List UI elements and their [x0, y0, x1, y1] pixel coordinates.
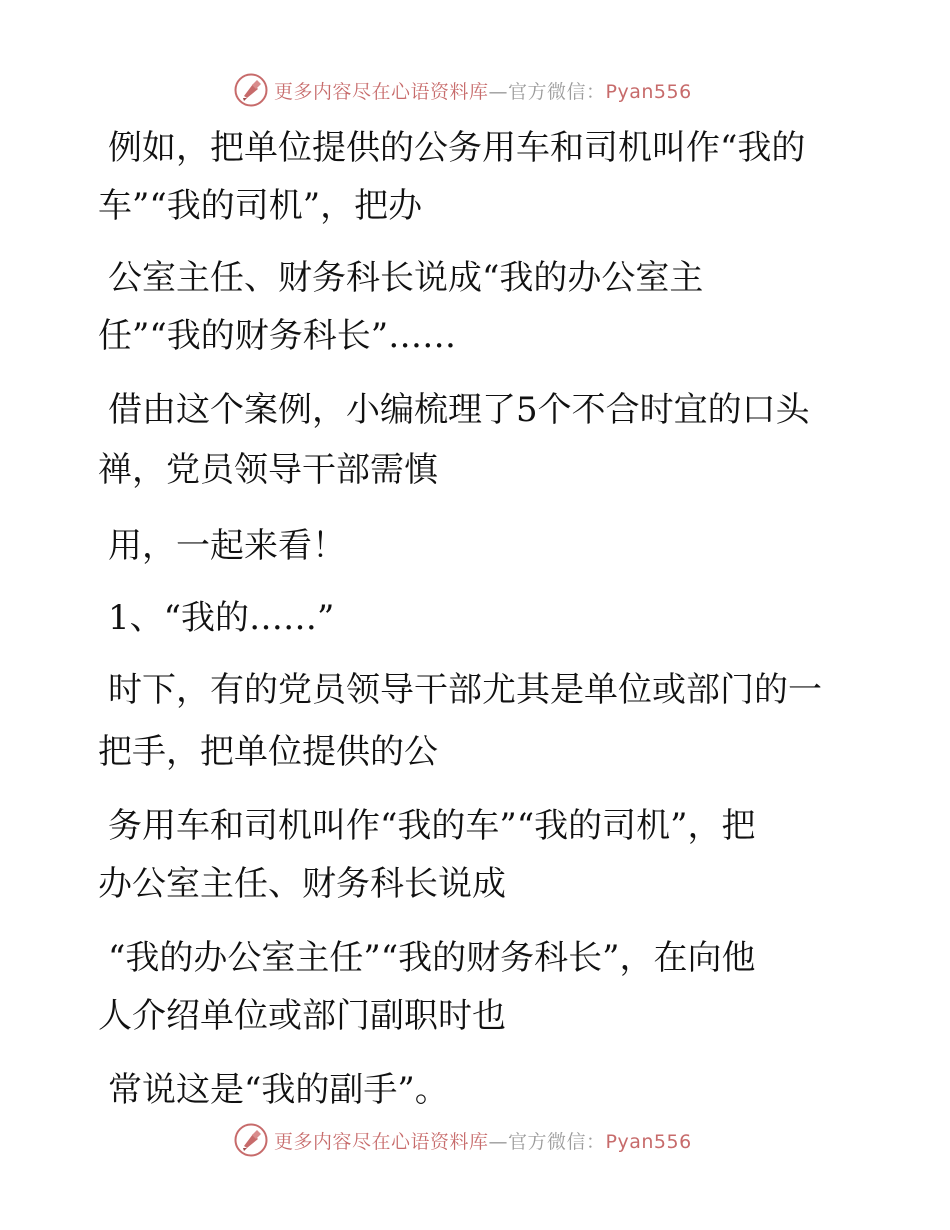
watermark-text: 更多内容尽在心语资料库—官方微信：Pyan556	[274, 80, 692, 103]
document-line-11: 务用车和司机叫作“我的车”“我的司机”，把	[108, 806, 756, 846]
document-line-5: 借由这个案例，小编梳理了5个不合时宜的口头	[108, 390, 810, 430]
document-line-9: 时下，有的党员领导干部尤其是单位或部门的一	[108, 670, 822, 710]
document-line-3: 公室主任、财务科长说成“我的办公室主	[108, 258, 704, 298]
document-line-14: 人介绍单位或部门副职时也	[98, 996, 506, 1036]
document-line-15: 常说这是“我的副手”。	[108, 1070, 449, 1110]
watermark-text: 更多内容尽在心语资料库—官方微信：Pyan556	[274, 1130, 692, 1153]
document-line-7: 用，一起来看！	[108, 526, 346, 566]
document-line-2: 车”“我的司机”，把办	[98, 186, 423, 226]
document-line-4: 任”“我的财务科长”……	[98, 316, 457, 356]
document-line-1: 例如，把单位提供的公务用车和司机叫作“我的	[108, 128, 806, 168]
section-heading-1: 1、“我的……”	[108, 598, 335, 638]
document-line-13: “我的办公室主任”“我的财务科长”，在向他	[108, 938, 756, 978]
pen-logo-icon	[234, 73, 268, 107]
document-line-12: 办公室主任、财务科长说成	[98, 864, 506, 904]
pen-logo-icon	[234, 1123, 268, 1157]
document-line-10: 把手，把单位提供的公	[98, 732, 438, 772]
watermark-top	[234, 72, 692, 108]
watermark-bottom	[234, 1122, 692, 1158]
document-line-6: 禅，党员领导干部需慎	[98, 450, 438, 490]
